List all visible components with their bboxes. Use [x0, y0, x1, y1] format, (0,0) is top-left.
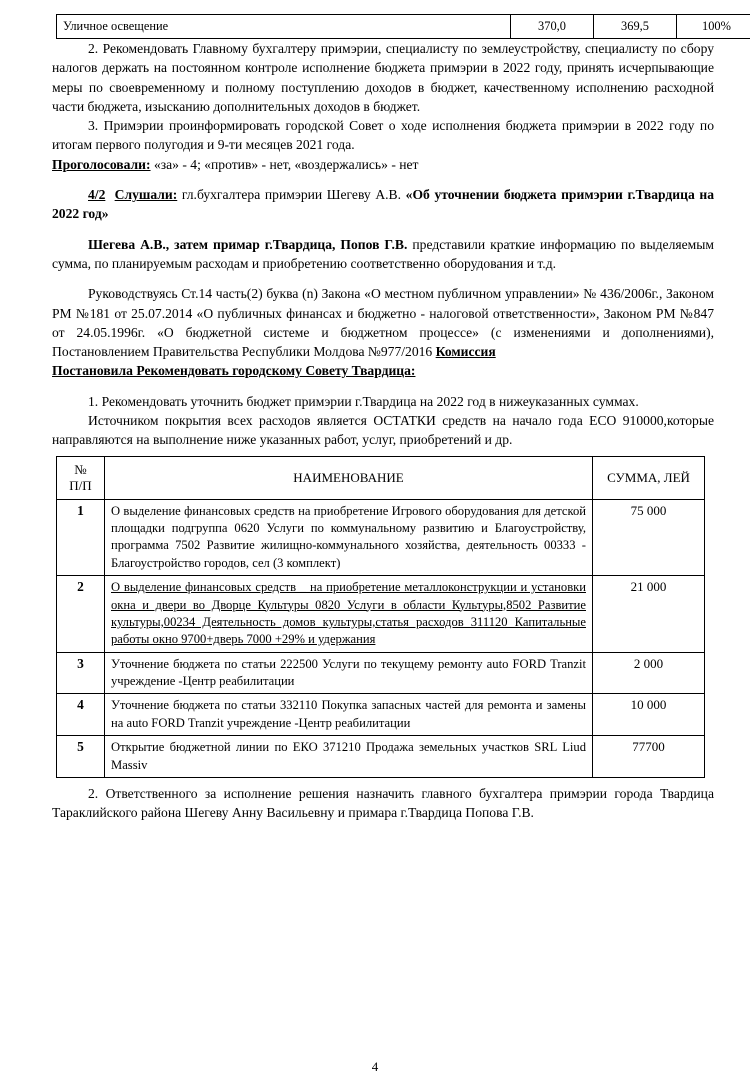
agenda-item-heading	[52, 185, 714, 224]
row-number: 1	[57, 499, 105, 576]
decision-heading-text: Постановила Рекомендовать городскому Совету Твардица:	[52, 363, 416, 379]
row-number: 2	[57, 576, 105, 653]
paragraph-3: 3. Примэрии проинформировать городской Совет о ходе исполнения бюджета примэрии в 2022 году по итогам первого полугодия и 9-ти месяцев 2021 года.	[52, 118, 714, 153]
row-description: Уточнение бюджета по статьи 222500 Услуги по текущему ремонту auto FORD Tranzit учреждение -Центр реабилитации	[105, 652, 593, 694]
page-number: 4	[371, 1059, 379, 1074]
table-row	[57, 576, 705, 653]
table-header-row	[57, 456, 705, 499]
row-amount: 75 000	[593, 499, 705, 576]
row-label: Уличное освещение	[57, 15, 511, 39]
row-number: 4	[57, 694, 105, 736]
header-name: НАИМЕНОВАНИЕ	[105, 456, 593, 499]
table-row	[57, 15, 750, 39]
paragraph-speakers	[52, 235, 714, 274]
paragraph-responsible: 2. Ответственного за исполнение решения назначить главного бухгалтера примэрии города Твардица Тараклийского района Шегеву Анну Васильевну и примара г.Твардица Попова Г.В.	[52, 785, 714, 821]
street-lighting-table	[56, 14, 750, 39]
row-planned: 370,0	[511, 15, 594, 39]
voted-label: Проголосовали:	[52, 156, 151, 172]
row-number: 5	[57, 736, 105, 778]
voted-line	[52, 155, 714, 174]
row-percent: 100%	[677, 15, 750, 39]
legal-basis-text: Руководствуясь Ст.14 часть(2) буква (n) Закона «О местном публичном управлении» № 436/2006г., Законом РМ №181 от 25.07.2014 «О публичных финансах и бюджетно - налоговой ответственности», Законом РМ №847 от 24.05.1996г. «О бюджетной системе и бюджетном процессе» (с изменениями и дополнениями), Постановлением Правительства Республики Молдова №977/2016	[52, 286, 714, 360]
table-row	[57, 652, 705, 694]
budget-amendment-table	[56, 456, 705, 778]
heard-label: Слушали:	[114, 187, 178, 203]
speakers-text: представили краткие информацию по выделяемым сумма, по планируемым расходам и приобретению соответственно оборудования и т.д.	[52, 236, 715, 271]
heard-text: гл.бухгалтера примэрии Шегеву А.В.	[177, 187, 406, 203]
commission-word: Комиссия	[435, 344, 496, 360]
row-amount: 10 000	[593, 694, 705, 736]
header-number-line1: №	[74, 461, 87, 477]
table-row	[57, 736, 705, 778]
row-description: Уточнение бюджета по статьи 332110 Покупка запасных частей для ремонта и замены на auto FORD Tranzit учреждение -Центр реабилитации	[105, 694, 593, 736]
paragraph-source: Источником покрытия всех расходов является ОСТАТКИ средств на начало года ЕСО 910000,которые направляются на выполнение ниже указанных работ, услуг, приобретений и др.	[52, 413, 714, 448]
paragraph-decision-heading	[52, 361, 714, 380]
paragraph-2: 2. Рекомендовать Главному бухгалтеру примэрии, специалисту по землеустройству, специалисту по сбору налогов держать на постоянном контроле исполнение бюджета примэрии в 2022 году, принять исчерпывающие меры по своевременному и полному поступлению доходов в бюджет, качественному исполнению расходной части бюджета, изысканию дополнительных доходов в бюджет.	[52, 41, 714, 114]
speakers-names: Шегева А.В., затем примар г.Твардица, Попов Г.В.	[88, 236, 408, 252]
row-executed: 369,5	[594, 15, 677, 39]
row-number: 3	[57, 652, 105, 694]
header-number-line2: П/П	[69, 477, 92, 493]
agenda-item-number: 4/2	[88, 187, 106, 203]
paragraph-recommend: 1. Рекомендовать уточнить бюджет примэрии г.Твардица на 2022 год в нижеуказанных суммах.	[88, 393, 639, 409]
table-row	[57, 694, 705, 736]
voted-text: «за» - 4; «против» - нет, «воздержались» - нет	[150, 156, 419, 172]
row-description: О выделение финансовых средств на приобретение Игрового оборудования для детской площадки подгруппа 0620 Услуги по коммунальному развитию и Благоустройству, программа 7502 Развитие жилищно-коммунального хозяйства, деятельность 00333 - Благоустройство городов, сел (3 комплект)	[105, 499, 593, 576]
row-amount: 21 000	[593, 576, 705, 653]
table-row	[57, 499, 705, 576]
row-amount: 77700	[593, 736, 705, 778]
header-sum: СУММА, ЛЕЙ	[593, 456, 705, 499]
row-description: Открытие бюджетной линии по ЕКО 371210 Продажа земельных участков SRL Liud Massiv	[105, 736, 593, 778]
row-amount: 2 000	[593, 652, 705, 694]
heard-title: «Об уточнении бюджета примэрии г.Твардица на 2022 год»	[52, 187, 715, 222]
header-number	[57, 456, 105, 499]
row-description: О выделение финансовых средств _ на приобретение металлоконструкции и установки окна и двери во Дворце Культуры 0820 Услуги в области Культуры,8502 Развитие культуры,00234 Деятельность домов культуры,статья расходов 311120 Капитальные работы окно 9700+дверь 7000 +29% и удержания	[105, 576, 593, 653]
paragraph-legal-basis	[52, 284, 714, 361]
